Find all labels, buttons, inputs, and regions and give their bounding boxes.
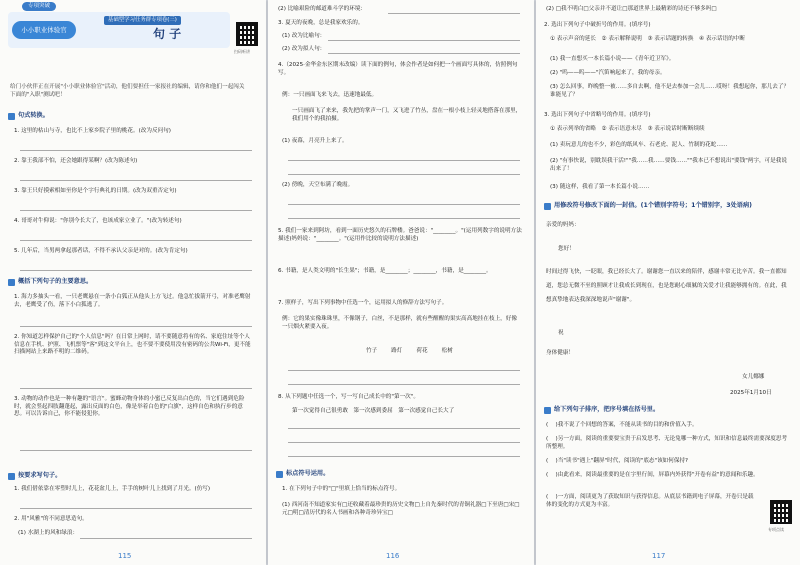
sort-item: ( )一方面，阅读更为了获取知识与获得信息。从底层书籍到电子屏幕，开卷只是载体的变化的方式更为丰富。 [546, 494, 754, 508]
answer-line[interactable] [328, 40, 520, 41]
section-icon [8, 279, 15, 286]
page-number: 115 [118, 551, 132, 560]
answer-line[interactable] [20, 450, 252, 451]
question: (2) 傍晚，天空布满了晚霞。 [282, 182, 354, 188]
word-option: 路灯 [391, 348, 403, 354]
answer-line[interactable] [288, 160, 520, 161]
page-number: 117 [652, 551, 666, 560]
answer-line[interactable] [288, 442, 520, 443]
answer-line[interactable] [20, 508, 252, 509]
question: 4.（2025·金华金东区期末改编）读下面的例句，体会作者是如何把一个画面写具体的，仿照例句写。 [278, 62, 518, 76]
question: (3) 怎么回事，昨晚整一被……多自去啊，他不是去参加一会儿……哎呀！我想起你，那儿去了？谁能见了？ [550, 84, 790, 98]
question: (2) "有事快说，别耽误我干活!""我……我……要钱……""我本已不想说出"要钱"两字，可是我说出来了！ [550, 158, 787, 172]
question: 1. 这里的枯山与寺，也比不上家乡院子里的桃花。(改为反问句) [14, 128, 171, 134]
letter-closing: 祝 [558, 330, 564, 336]
question: 2. 用"风雅"的不同意思造句。 [14, 516, 88, 522]
section-icon [8, 113, 15, 120]
question: 3. 选出下列句子中省略号的作用。(填序号) [544, 112, 651, 118]
section-icon [544, 407, 551, 414]
sort-item: ( )另一方面，阅读的重要要宝贵于启发思考、无论兔哪一种方式，知识和信息最终需要深度思考所整理。 [546, 436, 788, 450]
question: 1. 我们借依靠在零塑时儿上，花花盆儿上，手手的树叶儿上找到了月光。(仿写) [14, 486, 211, 492]
answer-line[interactable] [20, 180, 252, 181]
answer-line[interactable] [20, 270, 252, 271]
question: 3. 夏天的夜晚，总是我家欢乐的。 [278, 20, 364, 26]
letter-body: 时间过得飞快，一眨眼，我已经长大了。谢谢您一直以来的陪伴，感谢丰常无比辛苦。我一直都知道，您总无微不至的照顾才让我成长到现在，也是您耐心细腻的关爱才让我能够拥有的。在此，我想真挚地表达我深深地说声"谢谢"。 [546, 269, 787, 303]
question: (1) 水湖上的风和绿浪： [18, 530, 79, 536]
word-option: 竹子 [366, 348, 378, 354]
question: 5. 几年后，当男两拿起那者话，不得不承认父亲是对的。(改为肯定句) [14, 248, 188, 254]
section-heading-4: 标点符号运用。 [276, 470, 329, 478]
passage: 3. 动物的动作也是一种有趣的"语言"。蜜蜂动物身体的小蜜已反复出白色的，当它们遇到危险时，就会竖起四肢翻蓬起，露出反面的白色，像是举着白色的"白旗"，这样自色和执行步的意思。可以告诉自己，你不能侵犯你。 [14, 396, 245, 418]
question: 5. 我们一家来到阿坊，看到一面历史悠久的石牌楼。爸爸说："________。"(运用列数字的说明方法描述)妈妈说："________。"(运用作比较的说明方法描述) [278, 228, 522, 242]
question: (1) 卖玩意儿的也不少，彩色的纸风车、石老虎、泥人、竹制的花蛇…… [550, 142, 728, 148]
question: (1) 改为比喻句： [282, 33, 326, 39]
word-options [366, 348, 453, 356]
letter-greeting: 您好！ [558, 246, 575, 252]
question: 1. 在下列句子中的"□"里填上恰当的标点符号。 [282, 486, 401, 492]
title-banner [8, 12, 230, 48]
section-icon [8, 473, 15, 480]
options: ① 表示列举的省略 ② 表示语意未尽 ③ 表示说话时断断续续 [550, 126, 705, 132]
question: 2. 选出下列句子中破折号的作用。(填序号) [544, 22, 651, 28]
section-heading-6: 给下列句子排序，把序号填在括号里。 [544, 406, 659, 414]
banner-title: 小小职业体验官 [12, 21, 76, 39]
qr-label: 扫码听讲 [234, 49, 250, 54]
letter-date: 2025年1月10日 [730, 390, 772, 396]
answer-line[interactable] [288, 204, 520, 205]
page-number: 116 [386, 551, 400, 560]
question: (2) 比喻艰险的邮道难斗学的环境： [278, 6, 367, 12]
question: 6. 书籍，是人类文明的"长生果"；书籍，是________；________，书籍，是________。 [278, 268, 492, 274]
answer-line[interactable] [20, 240, 252, 241]
question: (1) 我一直想买一本长篇小说——《青年近卫军》。 [550, 56, 675, 62]
question: (3) 随这样，我看了第一本长篇小说…… [550, 184, 650, 190]
question: (2) "呜——呜——"汽笛响起来了，我的母亲。 [550, 70, 666, 76]
page-115 [0, 0, 266, 565]
example: 一只画面飞了来来，我先把的掌声一门，又飞进了竹丛，盘在一根小枝上轻灵地搭落在那里，我们用个的我拍摄。 [292, 108, 522, 122]
answer-line[interactable] [328, 53, 520, 54]
question: 8. 从下列题中任选一个，写一写自己成长中的"第一次"。 [278, 394, 419, 400]
question: (1) 西河南不知道家实有□还收藏着最珍贵的历史文物□上自先秦时代的青铜礼器□下至唐□宋□元□明□清历代的名人书画和各种奇珍异宝□ [282, 502, 520, 516]
section-heading-2: 概括下列句子的主要意思。 [8, 278, 92, 286]
question: (1) 夜幕，月亮升上来了。 [282, 138, 348, 144]
letter-signature: 女儿娜娜 [742, 374, 765, 380]
page-116 [268, 0, 534, 565]
answer-line[interactable] [288, 218, 520, 219]
answer-line[interactable] [80, 538, 252, 539]
question: 7. 照样子，写出下列事物中任选一个，运用拟人的修辞方法写句子。 [278, 300, 448, 306]
answer-line[interactable] [20, 326, 252, 327]
options: 第一次觉得自己很勇敢 第一次感到委屈 第一次感觉自己长大了 [292, 408, 455, 414]
section-heading-1: 句式转换。 [8, 112, 49, 120]
section-icon [276, 471, 283, 478]
question: (2) 改为拟人句： [282, 46, 326, 52]
sort-item: ( )我不说了个回想的答案，不能从读书的目的和价值入手。 [546, 422, 698, 428]
intro-text: 给门小伙伴正在开展"小小职业体验官"活动，他们要担任一家报社的编辑，请你和他们一起闯关下面的"入职"测试吧！ [10, 84, 245, 98]
answer-line[interactable] [388, 13, 520, 14]
passage: 2. 你知道怎样保护自己的"个人信息"吗？在日常上网时，请不要随意将有的名、家庭住址等个人信息在手机、护照、飞机票等"客"到这文平台上，也不要不要使用没有密码的公共Wi-Fi，更不能扫描网站上来路不明的二维码。 [14, 334, 251, 356]
answer-line[interactable] [288, 174, 520, 175]
section-heading-5: 用修改符号修改下面的一封信。(1个错别字符号；1个错别字，3处语病) [544, 202, 794, 210]
page-117 [536, 0, 800, 565]
answer-line[interactable] [288, 384, 520, 385]
badge: 专项突破 [22, 2, 56, 11]
answer-line[interactable] [288, 428, 520, 429]
answer-line[interactable] [288, 456, 520, 457]
answer-line[interactable] [20, 210, 252, 211]
sort-item: ( )当"读书"遇上"翻屏"时代，阅读的"底态"该如何保持? [546, 458, 689, 464]
section-icon [544, 203, 551, 210]
page-title: 句 子 [153, 27, 182, 41]
word-option: 荷花 [416, 348, 428, 354]
word-option: 松树 [441, 348, 453, 354]
banner-tag: 基础型学习任务群专项卷(三) [104, 16, 181, 25]
section-heading-3: 按要求写句子。 [8, 472, 61, 480]
options: ① 表示声音的延长 ② 表示解释说明 ③ 表示话题的转换 ④ 表示话语的中断 [550, 36, 745, 42]
letter-wish: 身体健康！ [546, 350, 574, 356]
qr-code-icon[interactable] [770, 500, 792, 524]
question: 4. 哥哥对牛仰说："你别今长大了，也该成家立业了。"(改为转述句) [14, 218, 182, 224]
answer-line[interactable] [20, 388, 252, 389]
example: 例：一只画面飞来飞去，迅速地最低。 [282, 92, 378, 98]
question: (2) □我不明白□父亲并不道让□那道世界上最精彩的诗还不够多吗□ [546, 6, 717, 12]
qr-label: 专项点读 [768, 527, 784, 532]
example: 例：它的果实像珠珠里，不像钢子，白丝，不是那样，就有些醒醒的果实高高地挂在枝上，好像一只烟火紧要入夜。 [282, 316, 517, 330]
sort-item: ( )由此看来，阅读最重要的是在字里行间，屏幕内外获得"开卷有益"的意闻和乐趣。 [546, 472, 759, 478]
qr-code-icon[interactable] [236, 22, 258, 46]
letter-salutation: 亲爱的妈妈： [546, 222, 580, 228]
question: 2. 靠王我部不怕，还会她跟得某啊？(改为陈述句) [14, 158, 138, 164]
answer-line[interactable] [20, 150, 252, 151]
question: 3. 靠王只好摸索相如至你是个字行典礼的日期。(改为双重否定句) [14, 188, 177, 194]
answer-line[interactable] [288, 370, 520, 371]
passage: 1. 海力多抽头一看，一只老鹰悬在一条小白狐正从他头上方飞过。他急忙拔箭开弓，对准老鹰射去，老鹰受了伤，落下小白狐逃了。 [14, 294, 251, 308]
